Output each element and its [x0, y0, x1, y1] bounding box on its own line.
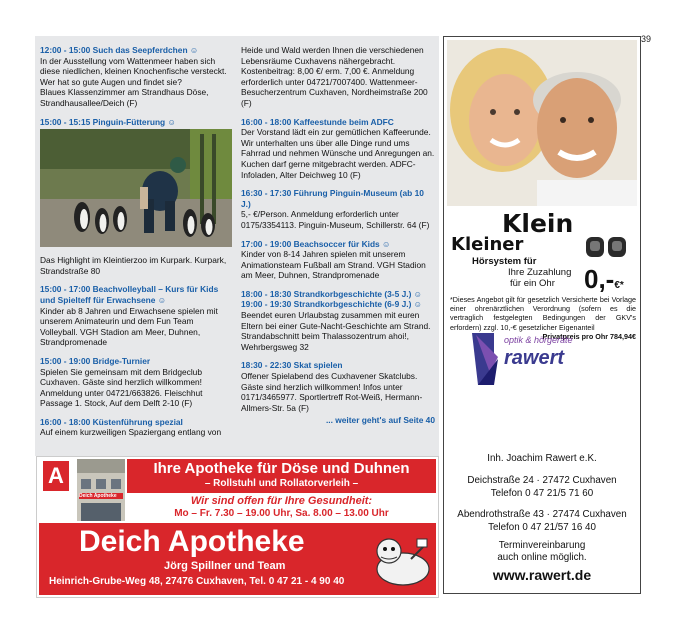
event-title: 15:00 - 15:15 Pinguin-Fütterung ☺: [40, 116, 177, 127]
penguin-caption: Das Highlight im Kleintierzoo im Kurpark. Kurpark, Strandstraße 80: [40, 255, 227, 276]
event-item: [241, 360, 435, 413]
event-item: [241, 117, 435, 181]
appointment-line-1: Terminvereinbarung: [498, 540, 586, 551]
event-item: [241, 188, 435, 230]
address-1: Deichstraße 24 · 27472 Cuxhaven: [467, 475, 617, 486]
apotheke-building-image: [77, 459, 125, 521]
event-item: [241, 289, 435, 353]
event-location: Blaues Klassenzimmer am Strandhaus Döse, Strandhausallee/Deich (F): [40, 87, 209, 108]
zuzahlung-label-1: Ihre Zuzahlung: [508, 267, 572, 278]
owner-line: Inh. Joachim Rawert e.K.: [487, 453, 597, 464]
event-body: In der Ausstellung vom Wattenmeer haben sich diese niedlichen, kleinen Knochenfische versteckt. Wer hat so gute Augen und findet sie?: [40, 55, 227, 87]
apotheke-open-line: Wir sind offen für Ihre Gesundheit:: [190, 495, 373, 507]
price: [584, 264, 624, 295]
apotheke-headline-bar: [127, 459, 436, 493]
event-title: 18:00 - 18:30 Strandkorbgeschichte (3-5 J.) ☺ 19:00 - 19:30 Strandkorbgeschichte (6-9 J.) ☺: [241, 288, 423, 310]
event-body: 5,- €/Person. Anmeldung erforderlich unter 0175/3354113. Pinguin-Museum, Schillerstr. 64 (F): [241, 209, 430, 230]
penguin-photo: [40, 129, 232, 247]
telephone-1: Telefon 0 47 21/5 71 60: [490, 488, 594, 499]
building-sign: Deich Apotheke: [79, 493, 117, 499]
event-item: [40, 117, 232, 128]
event-title: 16:00 - 18:00 Küstenführung speziaI: [40, 416, 183, 427]
page-number: 39: [641, 34, 652, 44]
event-item: [40, 417, 232, 438]
price-value: 0,-: [584, 264, 615, 294]
price-suffix: €*: [614, 280, 624, 291]
event-title: 15:00 - 17:00 Beachvolleyball – Kurs für Kids und Spielteff für Erwachsene ☺: [40, 284, 219, 305]
event-body: Beendet euren Urlaubstag zusammen mit euren Eltern bei einer Gute-Nacht-Geschichte am Strand. Strandabschnitt beim Thalassozentrum ahoi!, Wehrbergsweg 32: [241, 310, 431, 352]
continue-link[interactable]: ... weiter geht's auf Seite 40: [325, 415, 435, 426]
event-item: [241, 45, 435, 109]
events-column-1: [40, 45, 232, 446]
apotheke-hours-block: [127, 495, 436, 520]
apotheke-subline: – Rollstuhl und Rollatorverleih –: [204, 478, 359, 489]
hearing-ad: [443, 36, 641, 594]
event-item: [40, 356, 232, 409]
apotheke-a-icon: A: [43, 461, 69, 491]
apotheke-address: Heinrich-Grube-Weg 48, 27476 Cuxhaven, Tel. 0 47 21 - 4 90 40: [49, 576, 345, 587]
event-item: [40, 284, 232, 348]
couple-photo: [447, 40, 637, 206]
headline-kleiner: Kleiner: [451, 234, 524, 255]
event-title: 16:00 - 18:00 Kaffeestunde beim ADFC: [241, 116, 394, 127]
fine-print-text: *Dieses Angebot gilt für gesetzlich Versicherte bei Vorlage einer ohrenärztlichen Verordnung (sofern es die vertraglich festgelegten Bedingungen der GKV's erfordern) zzgl. 10,-€ gesetzlicher Eigenanteil: [450, 295, 636, 332]
event-body: Der Vorstand lädt ein zur gemütlichen Kaffeerunde. Wir unterhalten uns über alle Dinge rund ums Fahrrad und nehmen Wünsche und Anregungen an. Kuchen darf gerne mitgebracht werden. ADFC-Infoladen, Alter Deichweg 10 (F): [241, 127, 435, 180]
event-body: Auf einem kurzweiligen Spaziergang entlang von: [40, 427, 222, 438]
event-body: Spielen Sie gemeinsam mit dem Bridgeclub Cuxhaven. Gäste sind herzlich willkommen! Anmeldung unter 04721/663826. Fleischhut Passage 1. Stock, Auf dem Delft 2-10 (F): [40, 366, 203, 409]
event-item: [40, 45, 232, 109]
event-title: 16:30 - 17:30 Führung Pinguin-Museum (ab 10 J.): [241, 188, 424, 209]
event-body: Kinder ab 8 Jahren und Erwachsene spielen mit unserem Animateurin und dem Fun Team Volleyball. VGH Stadion am Meer, Duhnen, Strandpromenade: [40, 305, 218, 348]
event-body: Heide und Wald werden Ihnen die verschiedenen Lebensräume Cuxhavens nähergebracht. Kostenbeitrag: 8,00 €/ erm. 7,00 €. Anmeldung erforderlich unter 04721/7007400. Wattenmeer-Besucherzentrum Cuxhaven, Nordheimstraße 200 (F): [241, 45, 428, 108]
seal-mascot-icon: [371, 529, 433, 589]
event-body: Offener Spielabend des Cuxhavener Skatclubs. Gäste sind herzlich willkommen! Infos unter 0171/3465977. Sportlertreff Rot-Weiß, Hermann-Allmers-Str. 5a (F): [241, 371, 423, 413]
event-body: Kinder von 8-14 Jahren spielen mit unserem Animationsteam Fußball am Strand. VGH Stadion am Meer, Duhnen, Strandpromenade: [241, 249, 426, 281]
apotheke-name-block: [39, 523, 436, 595]
headline-klein: Klein: [502, 209, 574, 238]
events-column-2: [241, 45, 435, 426]
appointment-line-2: auch online möglich.: [497, 552, 587, 563]
apotheke-name: Deich Apotheke: [79, 525, 305, 558]
apotheke-hours: Mo – Fr. 7.30 – 19.00 Uhr, Sa. 8.00 – 13.00 Uhr: [174, 508, 389, 519]
logo-name: rawert: [504, 347, 565, 369]
apotheke-ad: [36, 456, 439, 598]
apotheke-owner: Jörg Spillner und Team: [164, 560, 286, 572]
event-title: 12:00 - 15:00 Such das Seepferdchen ☺: [40, 45, 199, 55]
zuzahlung-label-2: für ein Ohr: [510, 278, 555, 289]
privatpreis: Privatpreis pro Ohr 784,94€: [542, 331, 636, 341]
logo-tagline: optik & hörgeräte: [504, 335, 573, 345]
event-item: [241, 239, 435, 281]
telephone-2: Telefon 0 47 21/57 16 40: [488, 522, 596, 533]
hoersystem-label: Hörsystem für: [472, 256, 537, 267]
event-title: 17:00 - 19:00 Beachsoccer für Kids ☺: [241, 238, 391, 249]
event-title: 15:00 - 19:00 Bridge-Turnier: [40, 355, 151, 366]
hearing-aid-icon: [584, 233, 630, 268]
website-link[interactable]: www.rawert.de: [492, 567, 592, 583]
address-2: Abendrothstraße 43 · 27474 Cuxhaven: [457, 509, 627, 520]
apotheke-headline: Ihre Apotheke für Döse und Duhnen: [153, 460, 410, 477]
event-title: 18:30 - 22:30 Skat spielen: [241, 360, 343, 371]
rawert-logo: [468, 329, 618, 396]
